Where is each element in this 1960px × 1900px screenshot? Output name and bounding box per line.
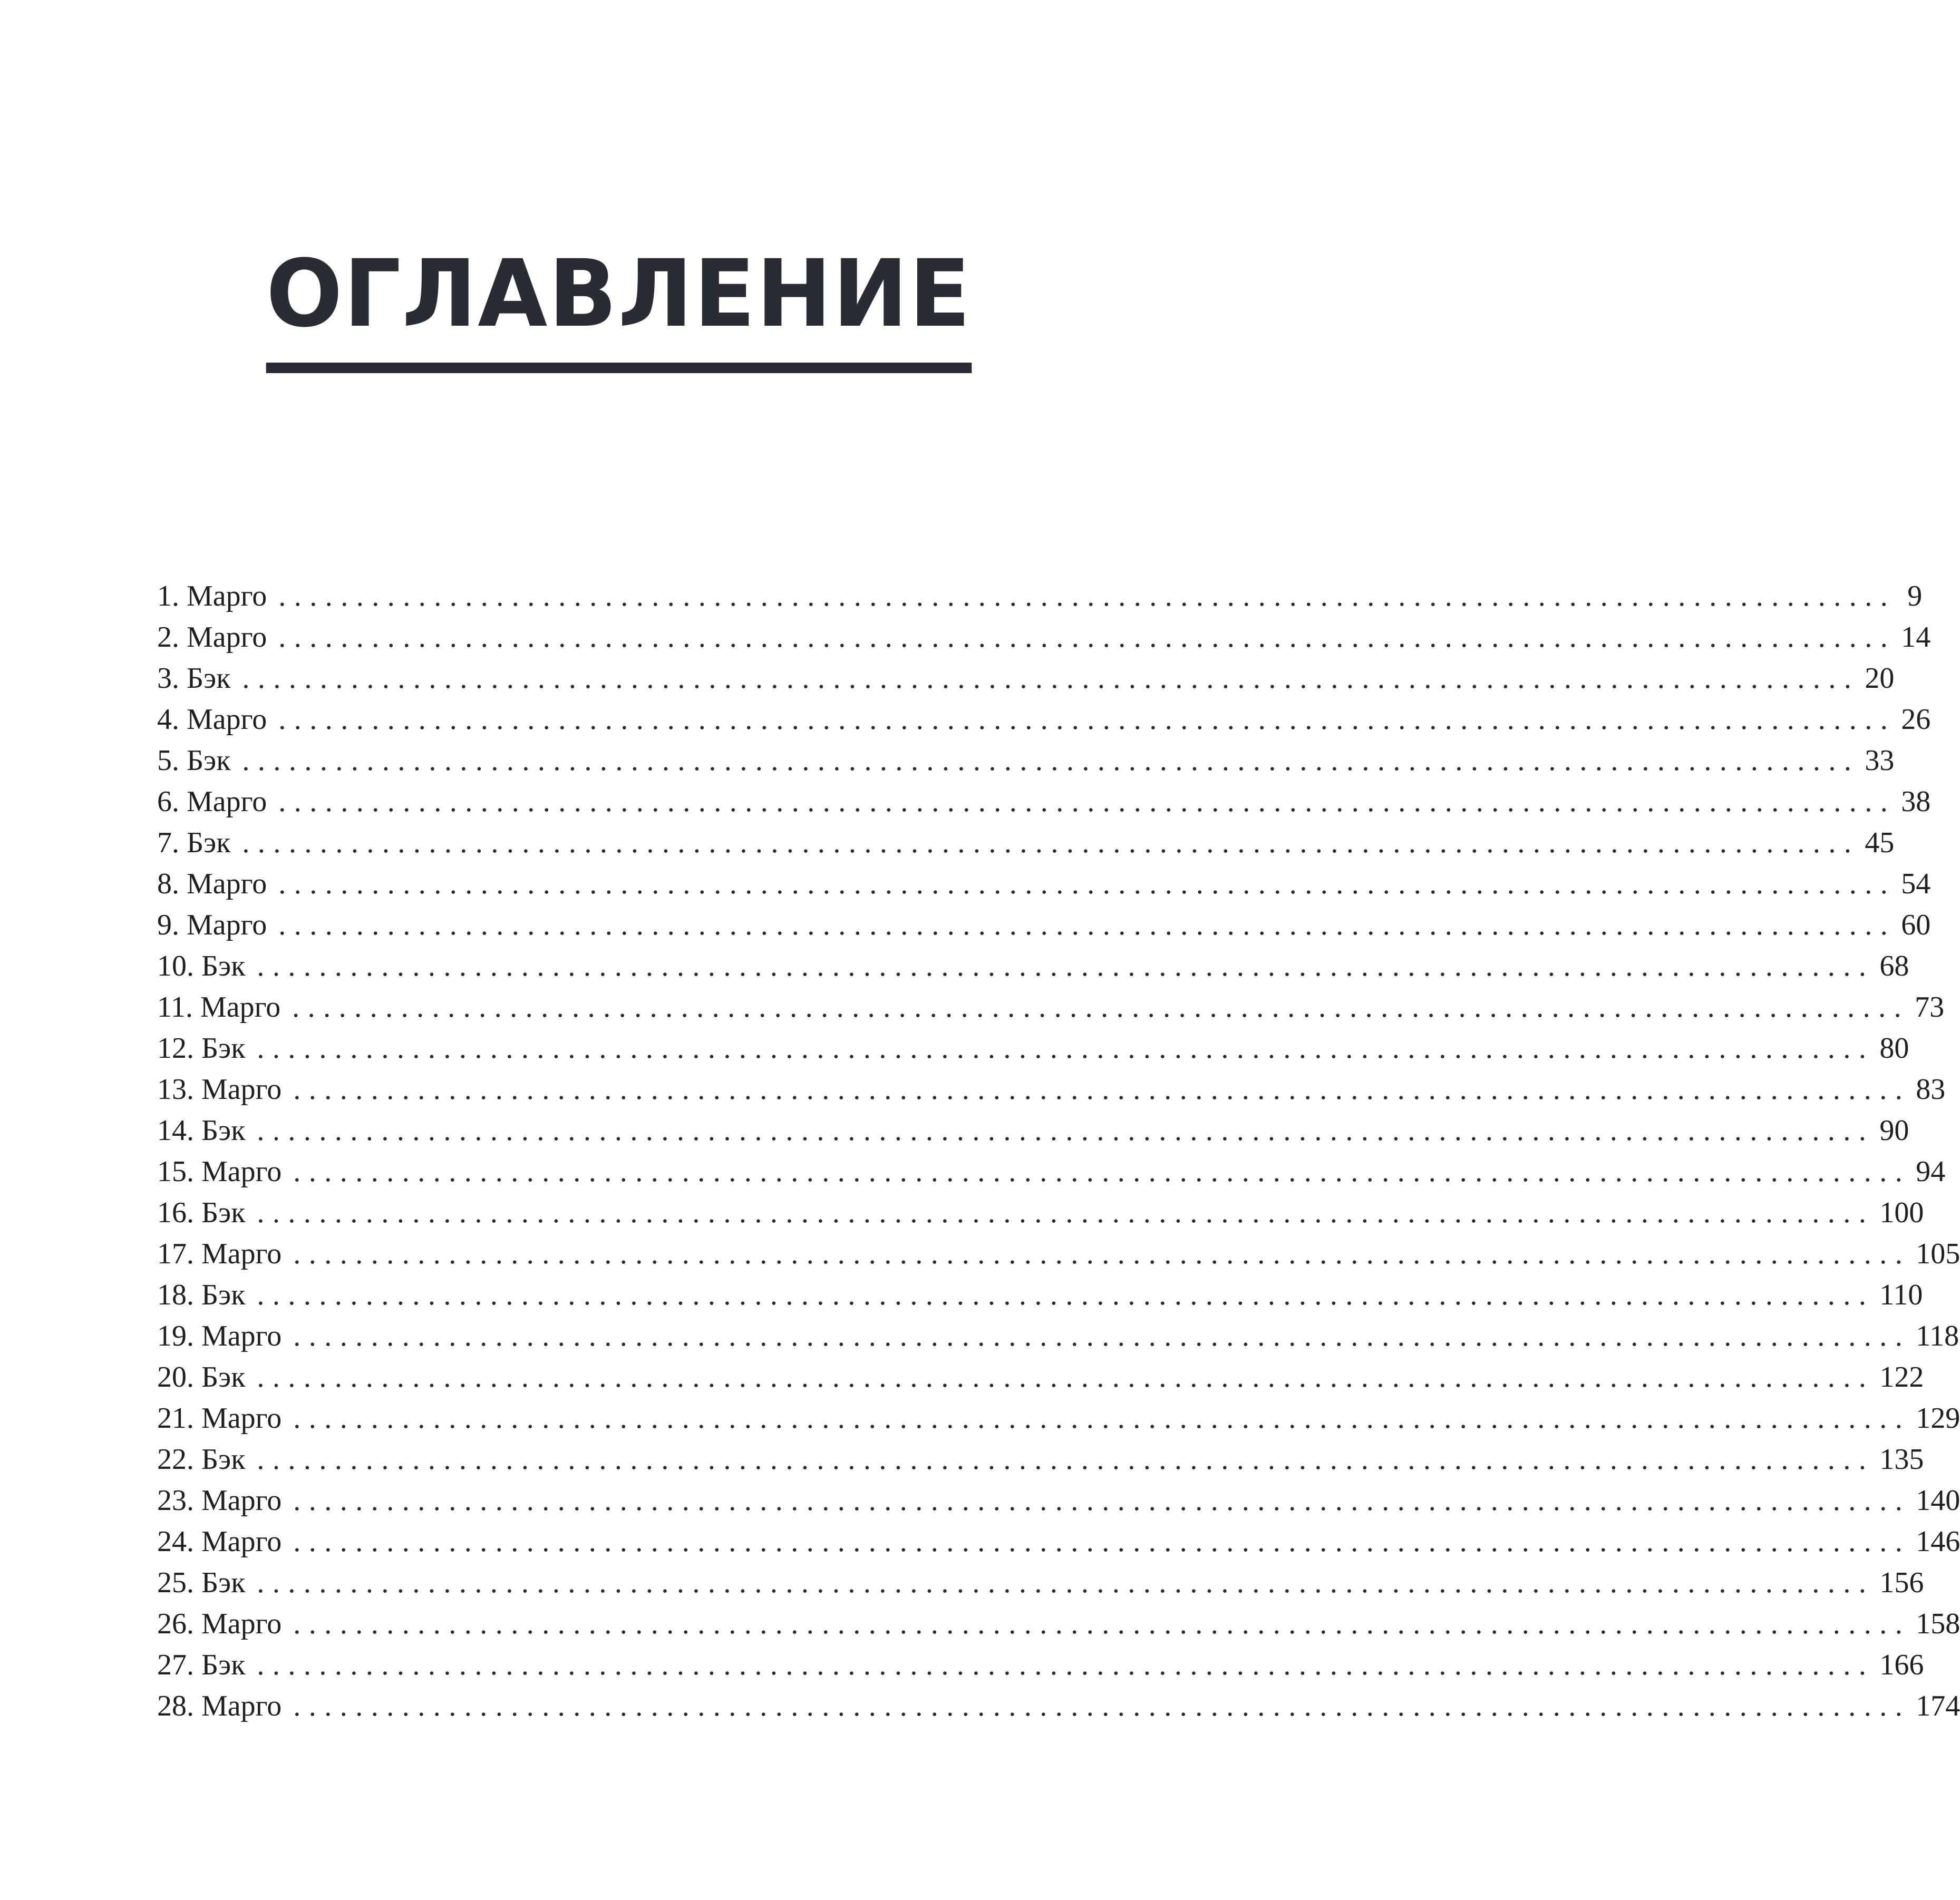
chapter-number: 5. bbox=[157, 744, 179, 777]
dot-leader: ........................................................................................................ bbox=[257, 1279, 1875, 1311]
chapter-title: Марго bbox=[201, 1607, 282, 1640]
chapter-title: Бэк bbox=[201, 950, 246, 982]
chapter-number: 15. bbox=[157, 1155, 194, 1188]
toc-entry[interactable] bbox=[157, 1521, 1960, 1562]
chapter-number: 22. bbox=[157, 1443, 194, 1476]
page-number: 146 bbox=[1916, 1525, 1960, 1558]
dot-leader: ........................................................................................................ bbox=[293, 1073, 1911, 1106]
chapter-number: 6. bbox=[157, 785, 179, 818]
toc-entry[interactable] bbox=[157, 1480, 1960, 1521]
toc-entry[interactable] bbox=[157, 1151, 1946, 1192]
toc-entry[interactable] bbox=[157, 946, 1909, 987]
page-number: 68 bbox=[1879, 950, 1909, 982]
chapter-number: 27. bbox=[157, 1649, 194, 1681]
toc-entry[interactable] bbox=[157, 1357, 1924, 1398]
page-number: 135 bbox=[1879, 1443, 1924, 1476]
chapter-title: Марго bbox=[201, 1525, 282, 1558]
chapter-number: 16. bbox=[157, 1196, 194, 1229]
chapter-number: 17. bbox=[157, 1238, 194, 1270]
toc-entry[interactable] bbox=[157, 1562, 1924, 1603]
chapter-number: 12. bbox=[157, 1032, 194, 1065]
toc-entry[interactable] bbox=[157, 1233, 1960, 1274]
chapter-title: Марго bbox=[201, 1402, 282, 1435]
toc-entry[interactable] bbox=[157, 987, 1945, 1028]
chapter-number: 24. bbox=[157, 1525, 194, 1558]
dot-leader: ........................................................................................................ bbox=[292, 991, 1910, 1024]
chapter-title: Марго bbox=[201, 1238, 282, 1270]
chapter-title: Бэк bbox=[201, 1279, 246, 1311]
chapter-number: 26. bbox=[157, 1607, 194, 1640]
chapter-number: 20. bbox=[157, 1361, 194, 1394]
chapter-title: Бэк bbox=[201, 1443, 246, 1476]
dot-leader: ........................................................................................................ bbox=[257, 1443, 1875, 1476]
page-number: 174 bbox=[1916, 1690, 1960, 1722]
page-number: 54 bbox=[1901, 868, 1931, 900]
chapter-title: Марго bbox=[187, 785, 267, 818]
dot-leader: ........................................................................................................ bbox=[293, 1238, 1911, 1270]
chapter-title: Марго bbox=[187, 868, 267, 900]
page-number: 105 bbox=[1916, 1238, 1960, 1270]
chapter-title: Марго bbox=[201, 1073, 282, 1106]
toc-entry[interactable] bbox=[157, 576, 1923, 617]
chapter-number: 3. bbox=[157, 662, 179, 695]
chapter-number: 19. bbox=[157, 1320, 194, 1352]
toc-entry[interactable] bbox=[157, 740, 1895, 781]
chapter-number: 13. bbox=[157, 1073, 194, 1106]
page-number: 26 bbox=[1901, 703, 1931, 736]
dot-leader: ........................................................................................................ bbox=[257, 1114, 1875, 1147]
dot-leader: ........................................................................................................ bbox=[242, 662, 1860, 695]
chapter-title: Бэк bbox=[187, 826, 231, 859]
dot-leader: ........................................................................................................ bbox=[278, 621, 1896, 654]
toc-entry[interactable] bbox=[157, 1028, 1909, 1069]
toc-entry[interactable] bbox=[157, 1603, 1960, 1644]
dot-leader: ........................................................................................................ bbox=[293, 1155, 1911, 1188]
dot-leader: ........................................................................................................ bbox=[293, 1607, 1911, 1640]
dot-leader: ........................................................................................................ bbox=[257, 1649, 1875, 1681]
chapter-title: Бэк bbox=[201, 1566, 246, 1599]
chapter-title: Бэк bbox=[201, 1196, 246, 1229]
page-number: 158 bbox=[1916, 1607, 1960, 1640]
chapter-number: 18. bbox=[157, 1279, 194, 1311]
dot-leader: ........................................................................................................ bbox=[278, 580, 1896, 612]
toc-entry[interactable] bbox=[157, 617, 1931, 658]
page-number: 80 bbox=[1879, 1032, 1909, 1065]
page-number: 94 bbox=[1916, 1155, 1946, 1188]
page-number: 33 bbox=[1865, 744, 1895, 777]
chapter-title: Бэк bbox=[201, 1032, 246, 1065]
dot-leader: ........................................................................................................ bbox=[278, 785, 1896, 818]
chapter-title: Марго bbox=[200, 991, 281, 1024]
chapter-title: Бэк bbox=[187, 662, 231, 695]
page-number: 14 bbox=[1901, 621, 1931, 654]
page-title: ОГЛАВЛЕНИЕ bbox=[266, 248, 971, 373]
dot-leader: ........................................................................................................ bbox=[278, 909, 1896, 941]
toc-entry[interactable] bbox=[157, 1069, 1946, 1110]
toc-entry[interactable] bbox=[157, 1644, 1924, 1685]
toc-entry[interactable] bbox=[157, 822, 1895, 863]
chapter-number: 23. bbox=[157, 1484, 194, 1517]
chapter-title: Марго bbox=[201, 1155, 282, 1188]
toc-entry[interactable] bbox=[157, 863, 1931, 904]
dot-leader: ........................................................................................................ bbox=[257, 1196, 1875, 1229]
chapter-number: 11. bbox=[157, 991, 193, 1024]
chapter-number: 4. bbox=[157, 703, 179, 736]
page-number: 156 bbox=[1879, 1566, 1924, 1599]
toc-entry[interactable] bbox=[157, 1439, 1924, 1480]
dot-leader: ........................................................................................................ bbox=[293, 1525, 1911, 1558]
dot-leader: ........................................................................................................ bbox=[293, 1320, 1911, 1352]
page-number: 118 bbox=[1916, 1320, 1959, 1352]
toc-entry[interactable] bbox=[157, 658, 1895, 699]
toc-entry[interactable] bbox=[157, 1110, 1909, 1151]
chapter-number: 1. bbox=[157, 580, 179, 612]
chapter-number: 21. bbox=[157, 1402, 194, 1435]
chapter-number: 2. bbox=[157, 621, 179, 654]
heading-container bbox=[0, 240, 1237, 373]
page-number: 83 bbox=[1916, 1073, 1946, 1106]
page-number: 140 bbox=[1916, 1484, 1960, 1517]
toc-entry[interactable] bbox=[157, 1398, 1960, 1439]
page-number: 20 bbox=[1865, 662, 1895, 695]
chapter-title: Бэк bbox=[201, 1114, 246, 1147]
page-number: 122 bbox=[1879, 1361, 1924, 1394]
chapter-title: Марго bbox=[201, 1690, 282, 1722]
chapter-number: 28. bbox=[157, 1690, 194, 1722]
dot-leader: ........................................................................................................ bbox=[293, 1690, 1911, 1722]
table-of-contents bbox=[157, 576, 1960, 1727]
chapter-number: 7. bbox=[157, 826, 179, 859]
dot-leader: ........................................................................................................ bbox=[293, 1402, 1911, 1435]
chapter-title: Марго bbox=[187, 909, 267, 941]
dot-leader: ........................................................................................................ bbox=[257, 1566, 1875, 1599]
toc-entry[interactable] bbox=[157, 1274, 1923, 1316]
dot-leader: ........................................................................................................ bbox=[257, 950, 1875, 982]
chapter-number: 25. bbox=[157, 1566, 194, 1599]
chapter-title: Бэк bbox=[201, 1361, 246, 1394]
chapter-number: 9. bbox=[157, 909, 179, 941]
dot-leader: ........................................................................................................ bbox=[242, 744, 1860, 777]
chapter-number: 10. bbox=[157, 950, 194, 982]
dot-leader: ........................................................................................................ bbox=[257, 1361, 1875, 1394]
chapter-number: 14. bbox=[157, 1114, 194, 1147]
chapter-title: Бэк bbox=[187, 744, 231, 777]
dot-leader: ........................................................................................................ bbox=[293, 1484, 1911, 1517]
chapter-number: 8. bbox=[157, 868, 179, 900]
dot-leader: ........................................................................................................ bbox=[257, 1032, 1875, 1065]
page-number: 100 bbox=[1879, 1196, 1924, 1229]
chapter-title: Марго bbox=[201, 1484, 282, 1517]
page-number: 38 bbox=[1901, 785, 1931, 818]
toc-entry[interactable] bbox=[157, 1316, 1959, 1357]
toc-entry[interactable] bbox=[157, 781, 1931, 822]
toc-entry[interactable] bbox=[157, 699, 1931, 740]
toc-entry[interactable] bbox=[157, 1192, 1924, 1233]
chapter-title: Бэк bbox=[201, 1649, 246, 1681]
chapter-title: Марго bbox=[187, 580, 267, 612]
chapter-title: Марго bbox=[187, 621, 267, 654]
dot-leader: ........................................................................................................ bbox=[278, 703, 1896, 736]
chapter-title: Марго bbox=[187, 703, 267, 736]
page-number: 45 bbox=[1865, 826, 1895, 859]
dot-leader: ........................................................................................................ bbox=[278, 868, 1896, 900]
toc-entry[interactable] bbox=[157, 1685, 1960, 1727]
dot-leader: ........................................................................................................ bbox=[242, 826, 1860, 859]
page-number: 9 bbox=[1907, 580, 1923, 612]
toc-entry[interactable] bbox=[157, 904, 1931, 946]
page-number: 129 bbox=[1916, 1402, 1960, 1435]
page-number: 90 bbox=[1879, 1114, 1909, 1147]
page-number: 166 bbox=[1879, 1649, 1924, 1681]
page-number: 73 bbox=[1915, 991, 1945, 1024]
page-number: 110 bbox=[1879, 1279, 1923, 1311]
page-number: 60 bbox=[1901, 909, 1931, 941]
chapter-title: Марго bbox=[201, 1320, 282, 1352]
